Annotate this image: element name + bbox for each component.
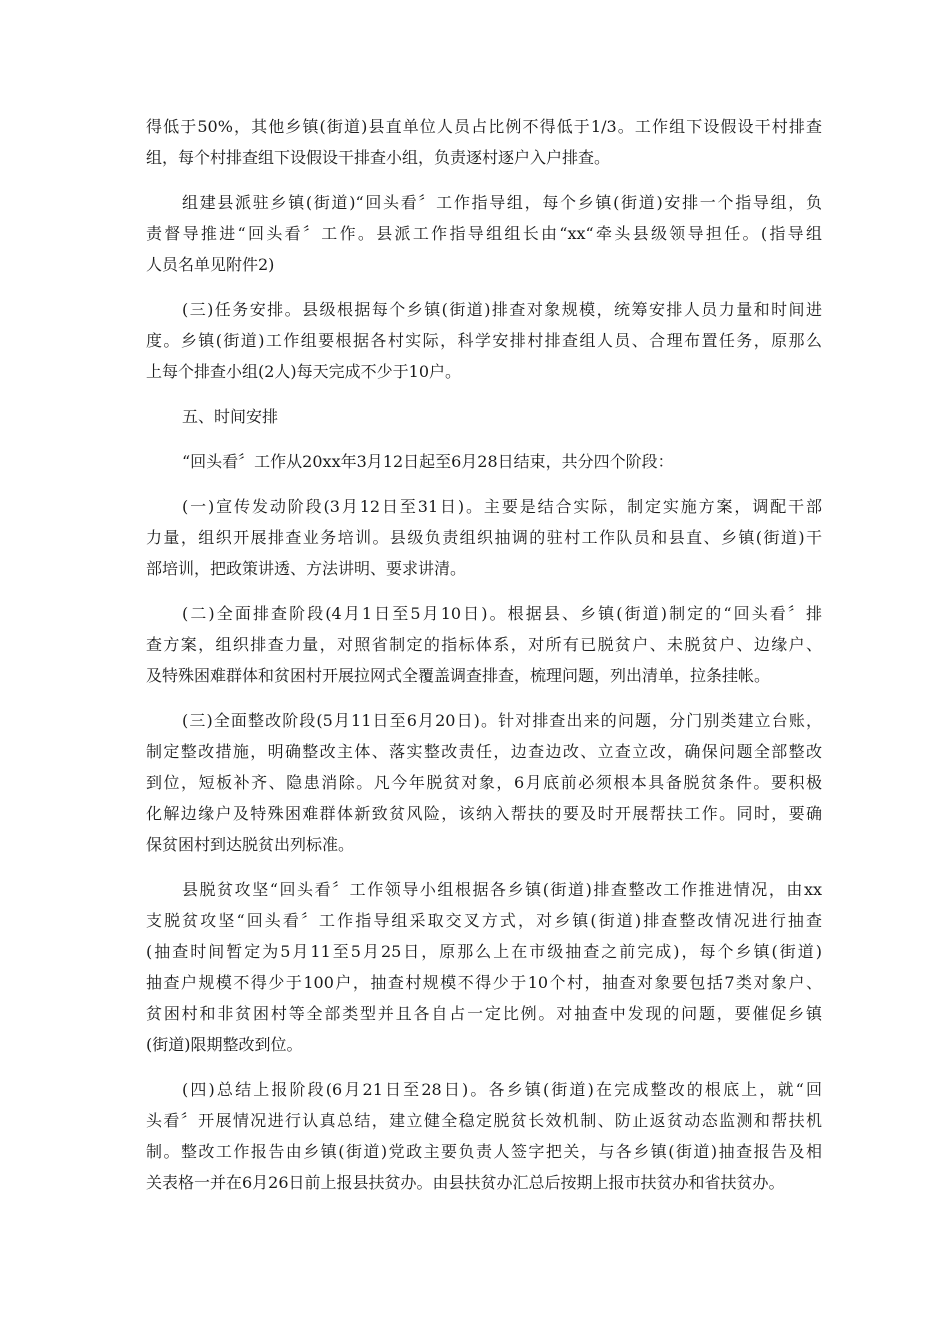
paragraph — [146, 874, 822, 1060]
text-line: (街道)限期整改到位。 — [146, 1035, 303, 1054]
text-line: “回头看〞工作从20xx年3月12日起至6月28日结束，共分四个阶段： — [182, 452, 674, 471]
paragraph — [146, 446, 822, 477]
text-line: 关表格一并在6月26日前上报县扶贫办。由县扶贫办汇总后按期上报市扶贫办和省扶贫办。 — [146, 1173, 785, 1192]
text-line: 部培训，把政策讲透、方法讲明、要求讲清。 — [146, 559, 467, 578]
paragraph — [146, 294, 822, 387]
text-line: 到位，短板补齐、隐患消除。凡今年脱贫对象，6月底前必须根本具备脱贫条件。要积极 — [146, 773, 822, 792]
text-line: 责督导推进“回头看〞工作。县派工作指导组组长由“xx“牵头县级领导担任。(指导组 — [146, 224, 822, 243]
text-line: (抽查时间暂定为5月11至5月25日，原那么上在市级抽查之前完成)，每个乡镇(街道) — [146, 942, 822, 961]
text-line: (四)总结上报阶段(6月21日至28日)。各乡镇(街道)在完成整改的根底上，就“回 — [182, 1080, 822, 1099]
text-line: (二)全面排查阶段(4月1日至5月10日)。根据县、乡镇(街道)制定的“回头看〞排 — [182, 604, 822, 623]
text-line: 五、时间安排 — [182, 407, 279, 426]
text-line: 组建县派驻乡镇(街道)“回头看〞工作指导组，每个乡镇(街道)安排一个指导组，负 — [182, 193, 822, 212]
text-line: 及特殊困难群体和贫困村开展拉网式全覆盖调查排查，梳理问题，列出清单，拉条挂帐。 — [146, 666, 771, 685]
paragraph — [146, 491, 822, 584]
paragraph — [146, 401, 822, 432]
text-line: 组，每个村排查组下设假设干排查小组，负责逐村逐户入户排查。 — [146, 148, 611, 167]
text-line: 县脱贫攻坚“回头看〞工作领导小组根据各乡镇(街道)排查整改工作推进情况，由xx — [182, 880, 822, 899]
text-line: 保贫困村到达脱贫出列标准。 — [146, 835, 355, 854]
text-line: 上每个排查小组(2人)每天完成不少于10户。 — [146, 362, 462, 381]
paragraph — [146, 111, 822, 173]
document-body — [146, 111, 822, 1212]
text-line: 贫困村和非贫困村等全部类型并且各自占一定比例。对抽查中发现的问题，要催促乡镇 — [146, 1004, 822, 1023]
paragraph — [146, 598, 822, 691]
text-line: 制定整改措施，明确整改主体、落实整改责任，边查边改、立查立改，确保问题全部整改 — [146, 742, 822, 761]
text-line: 制。整改工作报告由乡镇(街道)党政主要负责人签字把关，与各乡镇(街道)抽查报告及相 — [146, 1142, 822, 1161]
text-line: 支脱贫攻坚“回头看〞工作指导组采取交叉方式，对乡镇(街道)排查整改情况进行抽查 — [146, 911, 822, 930]
text-line: (三)全面整改阶段(5月11日至6月20日)。针对排查出来的问题，分门别类建立台账， — [182, 711, 822, 730]
text-line: (三)任务安排。县级根据每个乡镇(街道)排查对象规模，统筹安排人员力量和时间进 — [182, 300, 822, 319]
text-line: 查方案，组织排查力量，对照省制定的指标体系，对所有已脱贫户、未脱贫户、边缘户、 — [146, 635, 822, 654]
text-line: 力量，组织开展排查业务培训。县级负责组织抽调的驻村工作队员和县直、乡镇(街道)干 — [146, 528, 822, 547]
paragraph — [146, 705, 822, 860]
text-line: 人员名单见附件2) — [146, 255, 275, 274]
text-line: 度。乡镇(街道)工作组要根据各村实际，科学安排村排查组人员、合理布置任务，原那么 — [146, 331, 822, 350]
text-line: 化解边缘户及特殊困难群体新致贫风险，该纳入帮扶的要及时开展帮扶工作。同时，要确 — [146, 804, 822, 823]
text-line: 得低于50%，其他乡镇(街道)县直单位人员占比例不得低于1/3。工作组下设假设干村排查 — [146, 117, 822, 136]
text-line: 头看〞开展情况进行认真总结，建立健全稳定脱贫长效机制、防止返贫动态监测和帮扶机 — [146, 1111, 822, 1130]
text-line: 抽查户规模不得少于100户，抽查村规模不得少于10个村，抽查对象要包括7类对象户、 — [146, 973, 822, 992]
text-line: (一)宣传发动阶段(3月12日至31日)。主要是结合实际，制定实施方案，调配干部 — [182, 497, 822, 516]
paragraph — [146, 187, 822, 280]
paragraph — [146, 1074, 822, 1198]
